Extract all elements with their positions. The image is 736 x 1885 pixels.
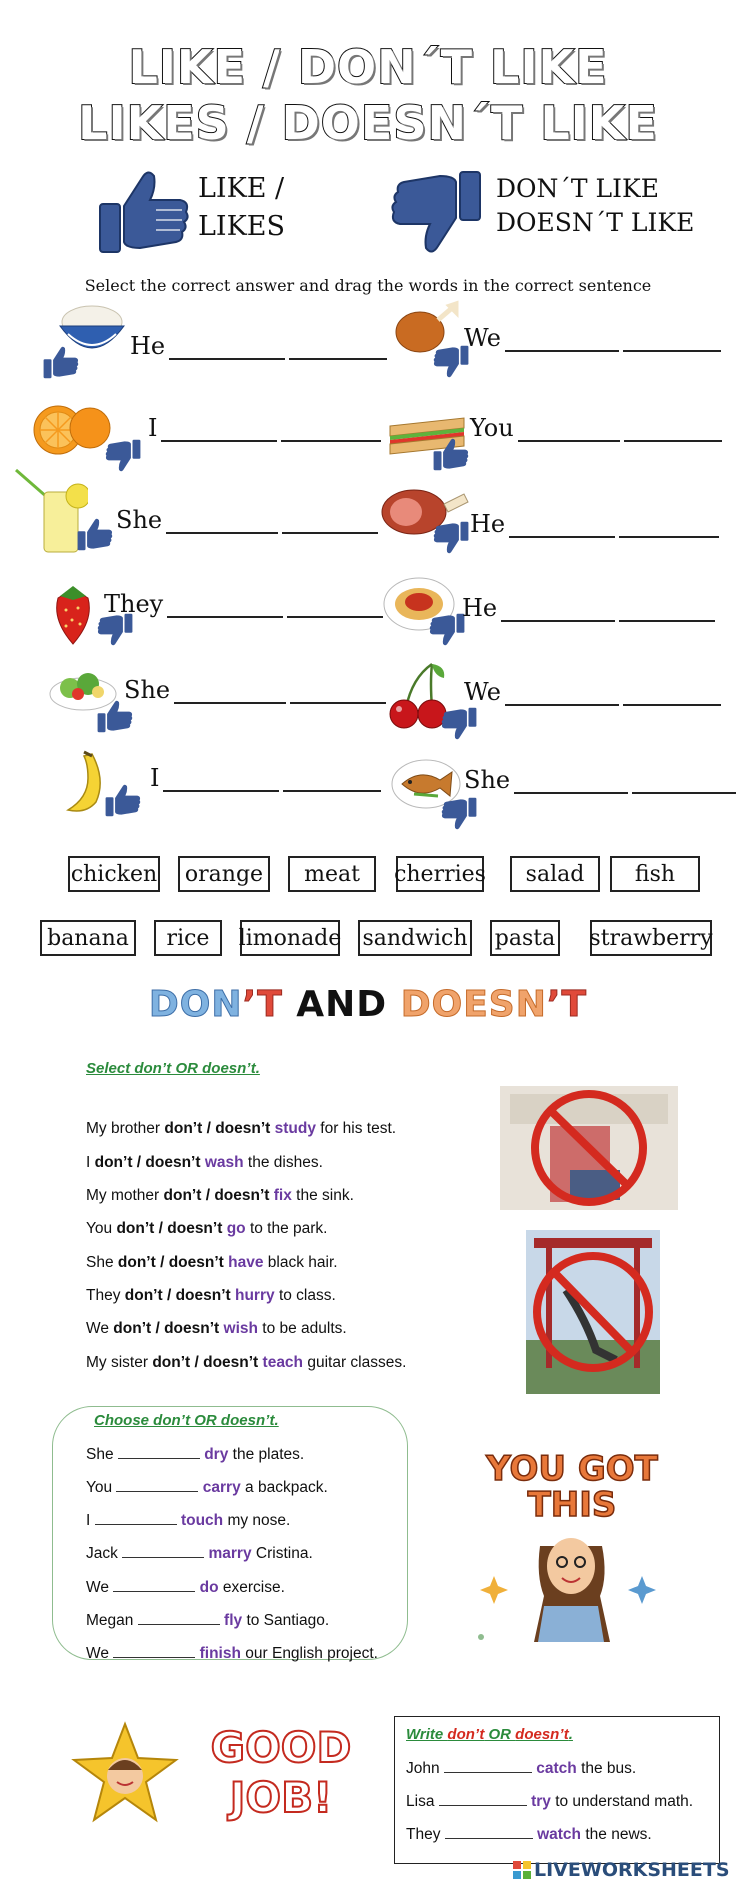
answer-blank[interactable] (281, 420, 381, 442)
word-rice[interactable]: rice (154, 920, 222, 956)
thumbs-down-icon (388, 168, 484, 258)
answer-blank[interactable] (632, 772, 736, 794)
dont-doesnt-choice[interactable]: don’t / doesn’t (152, 1354, 259, 1371)
answer-blank[interactable] (623, 684, 721, 706)
heading-part: . (568, 1726, 573, 1743)
sentence-subject: We (86, 1579, 109, 1596)
good-text: GOOD (210, 1723, 352, 1772)
sentence-verb: do (199, 1579, 219, 1596)
sentence-verb: study (274, 1120, 316, 1137)
write-sentence (406, 1826, 652, 1844)
footer-brand: LIVEWORKSHEETS (534, 1859, 730, 1881)
word-banana[interactable]: banana (40, 920, 136, 956)
sentence-subject: He (462, 594, 498, 622)
word-cherries[interactable]: cherries (396, 856, 484, 892)
answer-blank[interactable] (113, 1580, 195, 1592)
answer-blank[interactable] (122, 1546, 204, 1558)
thumbs-down-icon (440, 796, 478, 832)
sentence-6 (470, 510, 719, 538)
answer-blank[interactable] (444, 1761, 532, 1773)
choose-sentence (86, 1512, 290, 1530)
answer-blank[interactable] (113, 1646, 195, 1658)
choose-sentence (86, 1545, 313, 1563)
dot (478, 1634, 484, 1640)
sentence-9 (124, 676, 386, 704)
choose-sentence (86, 1479, 328, 1497)
answer-blank[interactable] (290, 682, 386, 704)
title-line-2: LIKES / DOESN´T LIKE (78, 96, 658, 150)
sentence-verb: dry (204, 1446, 229, 1463)
heading-part-dont: don’t (447, 1726, 485, 1743)
sentence-verb: go (226, 1220, 246, 1237)
answer-blank[interactable] (445, 1827, 533, 1839)
answer-blank[interactable] (287, 596, 383, 618)
sentence-subject: My sister (86, 1354, 148, 1371)
sentence-rest: black hair. (267, 1254, 338, 1271)
sentence-rest: the news. (585, 1826, 652, 1843)
banana-icon (62, 750, 108, 816)
answer-blank[interactable] (439, 1794, 527, 1806)
answer-blank[interactable] (514, 772, 628, 794)
sentence-subject: We (86, 1320, 109, 1337)
you-got-text: YOU GOT (486, 1449, 658, 1489)
sentence-7 (104, 590, 383, 618)
sentence-2 (464, 324, 721, 352)
sentence-subject: You (86, 1479, 113, 1496)
sentence-rest: a backpack. (245, 1479, 328, 1496)
thumbs-down-icon (432, 520, 470, 556)
select-sentence (86, 1354, 406, 1372)
sentence-rest: to be adults. (262, 1320, 347, 1337)
thumbs-up-icon (42, 344, 80, 380)
thumbs-up-icon (432, 436, 470, 472)
sentence-verb: try (531, 1793, 551, 1810)
like-label-1: LIKE / (198, 173, 285, 204)
answer-blank[interactable] (282, 512, 378, 534)
answer-blank[interactable] (169, 338, 285, 360)
dont-doesnt-choice[interactable]: don’t / doesn’t (124, 1287, 231, 1304)
title-part-apos: ’T (242, 984, 283, 1025)
sentence-1 (130, 332, 387, 360)
sentence-subject: She (116, 506, 163, 534)
sentence-5 (116, 506, 378, 534)
word-chicken[interactable]: chicken (68, 856, 160, 892)
heading-part-doesnt: doesn’t (515, 1726, 569, 1743)
sentence-subject: They (406, 1826, 441, 1843)
like-label-2: LIKES (198, 211, 285, 242)
sentence-subject: I (86, 1154, 91, 1171)
answer-blank[interactable] (623, 330, 721, 352)
word-meat[interactable]: meat (288, 856, 376, 892)
choose-sentence (86, 1446, 304, 1464)
answer-blank[interactable] (95, 1513, 177, 1525)
sentence-subject: We (86, 1645, 109, 1662)
word-pasta[interactable]: pasta (490, 920, 560, 956)
sentence-10 (464, 678, 721, 706)
sentence-verb: wish (223, 1320, 258, 1337)
select-sentence (86, 1187, 354, 1205)
sentence-rest: the bus. (581, 1760, 637, 1777)
sentence-subject: I (148, 414, 158, 442)
answer-blank[interactable] (619, 600, 715, 622)
sentence-verb: touch (180, 1512, 224, 1529)
section2-heading: Choose don’t OR doesn’t. (90, 1412, 283, 1429)
sentence-rest: our English project. (245, 1645, 378, 1662)
title-part-apos: ’T (546, 984, 588, 1025)
no-sign-photo-1 (500, 1086, 678, 1210)
sentence-verb: catch (536, 1760, 577, 1777)
dont-doesnt-choice[interactable]: don’t / doesn’t (163, 1187, 270, 1204)
heading-part: OR (484, 1726, 516, 1743)
answer-blank[interactable] (289, 338, 387, 360)
answer-blank[interactable] (138, 1613, 220, 1625)
answer-blank[interactable] (505, 684, 619, 706)
sentence-subject: We (464, 678, 501, 706)
sentence-12 (464, 766, 736, 794)
sentence-subject: We (464, 324, 501, 352)
sentence-verb: fly (224, 1612, 243, 1629)
thumbs-up-icon (104, 782, 142, 818)
title-part-doesn: DOESN (400, 984, 547, 1025)
no-sign-photo-2 (526, 1230, 660, 1394)
section3-heading (406, 1726, 573, 1743)
orange-icon (30, 400, 114, 458)
sentence-verb: teach (262, 1354, 304, 1371)
strawberry-icon (50, 584, 96, 646)
sentence-subject: They (104, 590, 164, 618)
sentence-rest: for his test. (320, 1120, 397, 1137)
thumbs-down-icon (428, 612, 466, 648)
sentence-subject: He (130, 332, 166, 360)
choose-sentence (86, 1645, 378, 1663)
sentence-rest: to understand math. (555, 1793, 694, 1810)
sentence-verb: finish (199, 1645, 241, 1662)
sentence-subject: She (86, 1254, 114, 1271)
dont-doesnt-choice[interactable]: don’t / doesn’t (116, 1220, 223, 1237)
select-sentence (86, 1254, 338, 1272)
select-sentence (86, 1220, 327, 1238)
sentence-subject: John (406, 1760, 440, 1777)
answer-blank[interactable] (167, 596, 283, 618)
answer-blank[interactable] (163, 770, 279, 792)
sentence-rest: the dishes. (247, 1154, 323, 1171)
dislike-label-1: DON´T LIKE (496, 174, 659, 203)
title-part-and: AND (282, 984, 401, 1025)
sentence-rest: my nose. (227, 1512, 291, 1529)
sentence-verb: watch (537, 1826, 582, 1843)
sentence-rest: the sink. (296, 1187, 354, 1204)
sentence-subject: She (124, 676, 171, 704)
choose-sentence (86, 1612, 329, 1630)
answer-blank[interactable] (116, 1480, 198, 1492)
answer-blank[interactable] (624, 420, 722, 442)
sentence-subject: He (470, 510, 506, 538)
sentence-subject: I (150, 764, 160, 792)
select-sentence (86, 1287, 336, 1305)
section1-heading: Select don’t OR doesn’t. (86, 1060, 260, 1077)
answer-blank[interactable] (518, 420, 620, 442)
answer-blank[interactable] (619, 516, 719, 538)
sentence-subject: They (86, 1287, 121, 1304)
sentence-verb: fix (273, 1187, 292, 1204)
sentence-subject: My brother (86, 1120, 161, 1137)
sentence-verb: marry (208, 1545, 252, 1562)
you-got-this-sticker (474, 1446, 670, 1646)
sentence-8 (462, 594, 715, 622)
sentence-4 (470, 414, 722, 442)
word-sandwich[interactable]: sandwich (358, 920, 472, 956)
dont-doesnt-choice[interactable]: don’t / doesn’t (164, 1120, 271, 1137)
sentence-rest: Cristina. (255, 1545, 313, 1562)
sentence-verb: wash (204, 1154, 244, 1171)
good-job-sticker (206, 1714, 356, 1826)
sentence-rest: to the park. (249, 1220, 328, 1237)
sentence-subject: Jack (86, 1545, 118, 1562)
answer-blank[interactable] (174, 682, 286, 704)
sentence-rest: to Santiago. (246, 1612, 330, 1629)
thumbs-up-icon (76, 516, 114, 552)
sentence-11 (150, 764, 381, 792)
sentence-rest: exercise. (222, 1579, 285, 1596)
dont-doesnt-title (0, 984, 736, 1025)
select-sentence (86, 1154, 323, 1172)
thumbs-down-icon (104, 438, 142, 474)
heading-part: Write (406, 1726, 448, 1743)
sentence-3 (148, 414, 381, 442)
sentence-verb: hurry (235, 1287, 275, 1304)
sentence-verb: have (228, 1254, 264, 1271)
this-text: THIS (527, 1485, 617, 1525)
write-sentence (406, 1760, 636, 1778)
sentence-rest: the plates. (232, 1446, 305, 1463)
answer-blank[interactable] (161, 420, 277, 442)
answer-blank[interactable] (166, 512, 278, 534)
sentence-subject: You (470, 414, 514, 442)
sentence-subject: You (86, 1220, 113, 1237)
word-limonade[interactable]: limonade (240, 920, 340, 956)
sentence-subject: She (86, 1446, 114, 1463)
sentence-rest: guitar classes. (307, 1354, 407, 1371)
star-sticker (70, 1720, 180, 1824)
title-line-1: LIKE / DON´T LIKE (128, 40, 608, 94)
answer-blank[interactable] (509, 516, 615, 538)
write-sentence (406, 1793, 693, 1811)
title-part-dont: DON (148, 984, 243, 1025)
choose-sentence (86, 1579, 285, 1597)
answer-blank[interactable] (505, 330, 619, 352)
sentence-rest: to class. (278, 1287, 336, 1304)
answer-blank[interactable] (283, 770, 381, 792)
instruction: Select the correct answer and drag the words in the correct sentence (84, 276, 652, 295)
sentence-subject: Megan (86, 1612, 134, 1629)
dont-doesnt-choice[interactable]: don’t / doesn’t (113, 1320, 220, 1337)
dislike-label-2: DOESN´T LIKE (496, 208, 695, 237)
liveworksheets-logo-icon (512, 1860, 532, 1880)
word-orange[interactable]: orange (178, 856, 270, 892)
job-text: JOB! (229, 1773, 333, 1822)
answer-blank[interactable] (501, 600, 615, 622)
thumbs-down-icon (440, 706, 478, 742)
answer-blank[interactable] (118, 1447, 200, 1459)
word-fish[interactable]: fish (610, 856, 700, 892)
word-salad[interactable]: salad (510, 856, 600, 892)
sentence-subject: Lisa (406, 1793, 435, 1810)
dont-doesnt-choice[interactable]: don’t / doesn’t (117, 1254, 224, 1271)
dont-doesnt-choice[interactable]: don’t / doesn’t (94, 1154, 201, 1171)
select-sentence (86, 1320, 347, 1338)
sentence-verb: carry (202, 1479, 241, 1496)
thumbs-up-icon (96, 166, 192, 256)
select-sentence (86, 1120, 396, 1138)
sentence-subject: I (86, 1512, 91, 1529)
sentence-subject: My mother (86, 1187, 160, 1204)
sentence-subject: She (464, 766, 511, 794)
word-strawberry[interactable]: strawberry (590, 920, 712, 956)
